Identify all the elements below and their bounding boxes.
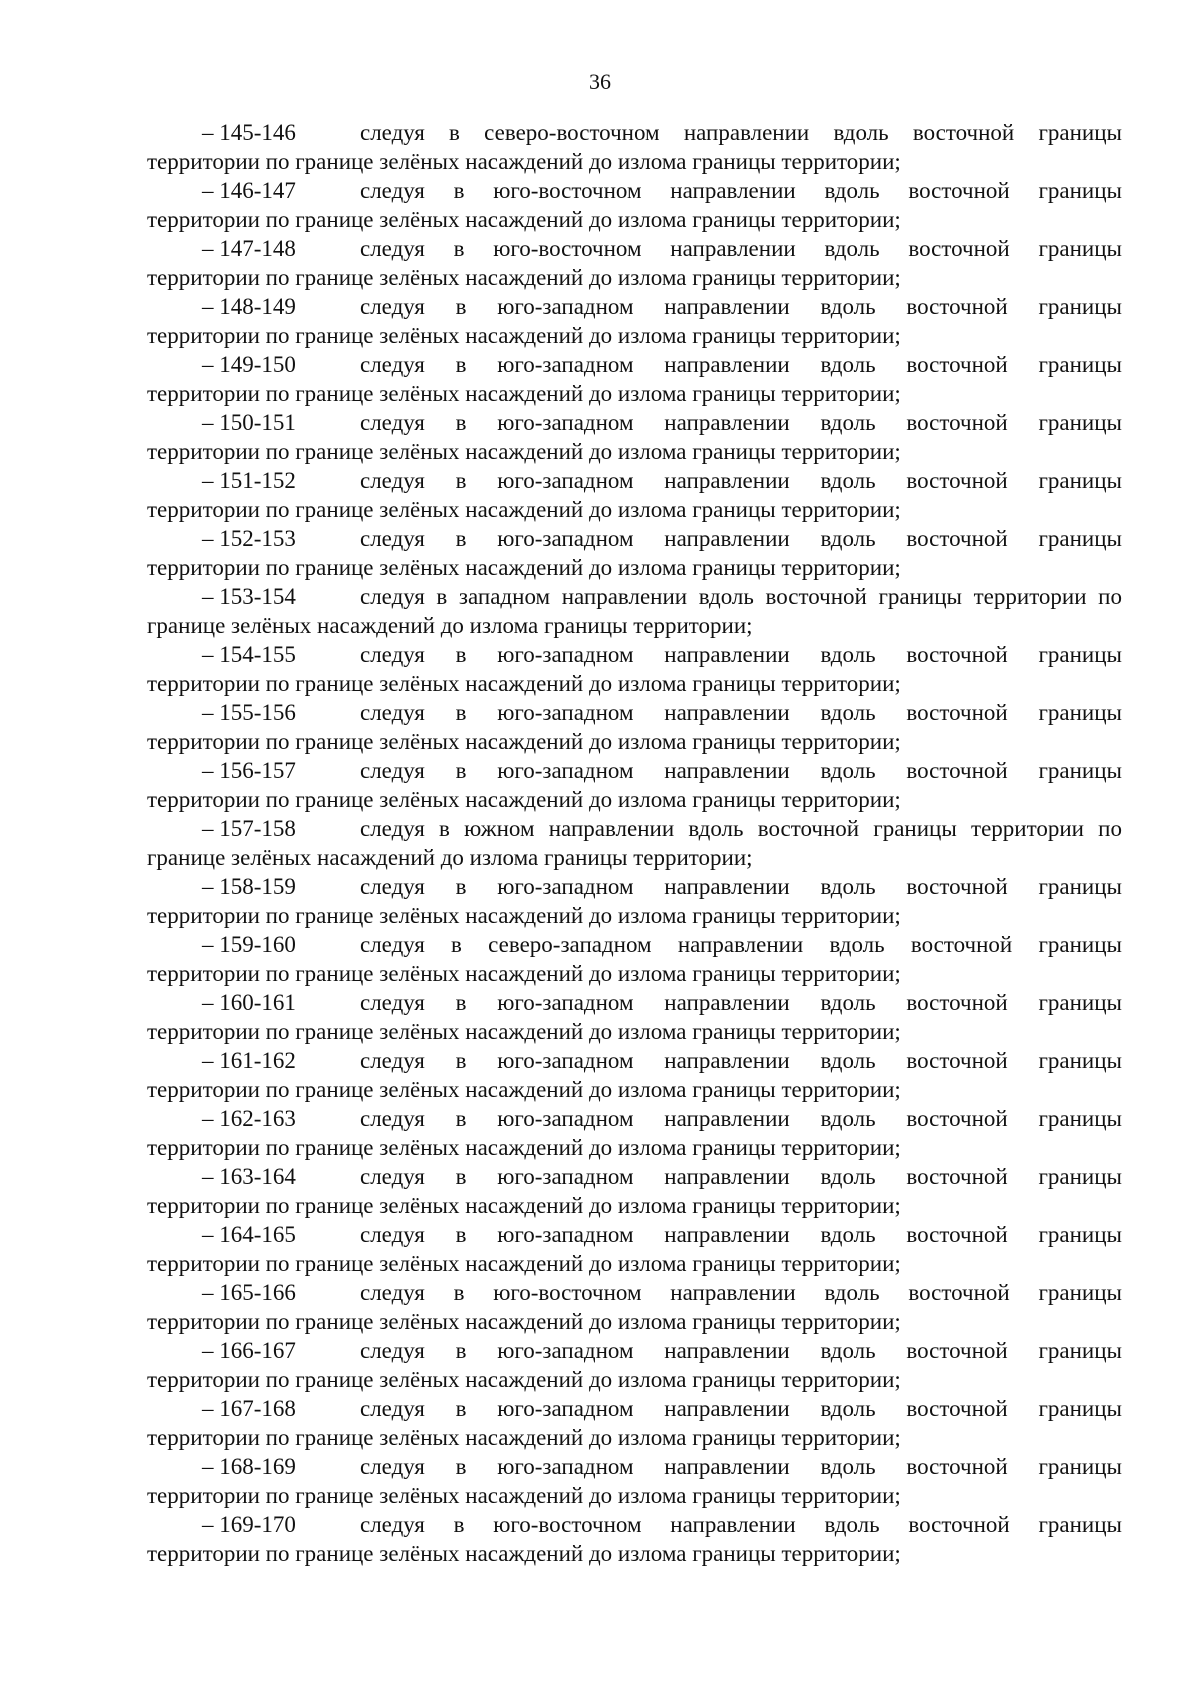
segment-description: следуя в юго-западном направлении вдоль восточной границы	[360, 1222, 1122, 1247]
list-item	[147, 292, 1122, 350]
segment-description-continuation: территории по границе зелёных насаждений до излома границы территории;	[147, 729, 901, 754]
segment-description-continuation: территории по границе зелёных насаждений до излома границы территории;	[147, 1019, 901, 1044]
segment-description: следуя в юго-западном направлении вдоль восточной границы	[360, 1396, 1122, 1421]
list-item	[147, 814, 1122, 872]
segment-description-continuation: территории по границе зелёных насаждений до излома границы территории;	[147, 1483, 901, 1508]
segment-description: следуя в юго-западном направлении вдоль восточной границы	[360, 526, 1122, 551]
list-item	[147, 1220, 1122, 1278]
segment-description: следуя в юго-западном направлении вдоль восточной границы	[360, 410, 1122, 435]
list-item	[147, 118, 1122, 176]
segment-range: – 148-149	[202, 294, 296, 319]
list-item	[147, 1162, 1122, 1220]
segment-description-continuation: территории по границе зелёных насаждений до излома границы территории;	[147, 439, 901, 464]
segment-description-continuation: территории по границе зелёных насаждений до излома границы территории;	[147, 265, 901, 290]
segment-description: следуя в северо-западном направлении вдоль восточной границы	[360, 932, 1122, 957]
list-item	[147, 466, 1122, 524]
list-item	[147, 872, 1122, 930]
list-item	[147, 1510, 1122, 1568]
segment-range: – 145-146	[202, 120, 296, 145]
list-item	[147, 582, 1122, 640]
segment-range: – 168-169	[202, 1454, 296, 1479]
segment-description-continuation: территории по границе зелёных насаждений до излома границы территории;	[147, 961, 901, 986]
segment-description-continuation: территории по границе зелёных насаждений до излома границы территории;	[147, 1541, 901, 1566]
segment-description-continuation: территории по границе зелёных насаждений до излома границы территории;	[147, 497, 901, 522]
segment-description-continuation: границе зелёных насаждений до излома границы территории;	[147, 613, 753, 638]
list-item	[147, 176, 1122, 234]
list-item	[147, 1336, 1122, 1394]
segment-description: следуя в юго-западном направлении вдоль восточной границы	[360, 1048, 1122, 1073]
segment-description-continuation: территории по границе зелёных насаждений до излома границы территории;	[147, 381, 901, 406]
list-item	[147, 408, 1122, 466]
list-item	[147, 234, 1122, 292]
segment-description: следуя в юго-восточном направлении вдоль восточной границы	[360, 1280, 1122, 1305]
list-item	[147, 1394, 1122, 1452]
list-item	[147, 350, 1122, 408]
segment-range: – 150-151	[202, 410, 296, 435]
segment-description: следуя в юго-западном направлении вдоль восточной границы	[360, 1106, 1122, 1131]
segment-description-continuation: территории по границе зелёных насаждений до излома границы территории;	[147, 1367, 901, 1392]
segment-description-continuation: территории по границе зелёных насаждений до излома границы территории;	[147, 903, 901, 928]
segment-description: следуя в юго-западном направлении вдоль восточной границы	[360, 700, 1122, 725]
page-number: 36	[589, 69, 611, 94]
boundary-description-list	[147, 118, 1122, 1568]
segment-description: следуя в юго-западном направлении вдоль восточной границы	[360, 1454, 1122, 1479]
segment-description-continuation: территории по границе зелёных насаждений до излома границы территории;	[147, 671, 901, 696]
list-item	[147, 988, 1122, 1046]
segment-range: – 146-147	[202, 178, 296, 203]
segment-description: следуя в юго-западном направлении вдоль восточной границы	[360, 758, 1122, 783]
list-item	[147, 1278, 1122, 1336]
segment-range: – 167-168	[202, 1396, 296, 1421]
segment-range: – 147-148	[202, 236, 296, 261]
segment-range: – 163-164	[202, 1164, 296, 1189]
list-item	[147, 698, 1122, 756]
segment-description-continuation: территории по границе зелёных насаждений до излома границы территории;	[147, 207, 901, 232]
segment-description-continuation: территории по границе зелёных насаждений до излома границы территории;	[147, 1077, 901, 1102]
list-item	[147, 640, 1122, 698]
segment-description: следуя в юго-западном направлении вдоль восточной границы	[360, 468, 1122, 493]
segment-range: – 153-154	[202, 584, 296, 609]
list-item	[147, 756, 1122, 814]
segment-range: – 164-165	[202, 1222, 296, 1247]
list-item	[147, 930, 1122, 988]
segment-range: – 151-152	[202, 468, 296, 493]
segment-range: – 165-166	[202, 1280, 296, 1305]
segment-range: – 169-170	[202, 1512, 296, 1537]
segment-range: – 156-157	[202, 758, 296, 783]
segment-description: следуя в южном направлении вдоль восточной границы территории по	[360, 816, 1122, 841]
list-item	[147, 1046, 1122, 1104]
list-item	[147, 1452, 1122, 1510]
segment-range: – 158-159	[202, 874, 296, 899]
segment-description-continuation: территории по границе зелёных насаждений до излома границы территории;	[147, 1251, 901, 1276]
segment-description: следуя в юго-западном направлении вдоль восточной границы	[360, 642, 1122, 667]
segment-description: следуя в юго-восточном направлении вдоль восточной границы	[360, 1512, 1122, 1537]
segment-description-continuation: территории по границе зелёных насаждений до излома границы территории;	[147, 149, 901, 174]
segment-description-continuation: границе зелёных насаждений до излома границы территории;	[147, 845, 753, 870]
segment-description: следуя в юго-западном направлении вдоль восточной границы	[360, 874, 1122, 899]
segment-range: – 162-163	[202, 1106, 296, 1131]
list-item	[147, 524, 1122, 582]
segment-description-continuation: территории по границе зелёных насаждений до излома границы территории;	[147, 1135, 901, 1160]
segment-description: следуя в юго-восточном направлении вдоль восточной границы	[360, 178, 1122, 203]
segment-range: – 159-160	[202, 932, 296, 957]
segment-range: – 161-162	[202, 1048, 296, 1073]
segment-range: – 160-161	[202, 990, 296, 1015]
segment-description: следуя в юго-восточном направлении вдоль восточной границы	[360, 236, 1122, 261]
segment-description: следуя в северо-восточном направлении вдоль восточной границы	[360, 120, 1122, 145]
segment-description: следуя в западном направлении вдоль восточной границы территории по	[360, 584, 1122, 609]
segment-description-continuation: территории по границе зелёных насаждений до излома границы территории;	[147, 1425, 901, 1450]
segment-range: – 166-167	[202, 1338, 296, 1363]
segment-range: – 154-155	[202, 642, 296, 667]
segment-description-continuation: территории по границе зелёных насаждений до излома границы территории;	[147, 555, 901, 580]
segment-description-continuation: территории по границе зелёных насаждений до излома границы территории;	[147, 1193, 901, 1218]
segment-description-continuation: территории по границе зелёных насаждений до излома границы территории;	[147, 1309, 901, 1334]
segment-description-continuation: территории по границе зелёных насаждений до излома границы территории;	[147, 323, 901, 348]
segment-description: следуя в юго-западном направлении вдоль восточной границы	[360, 1164, 1122, 1189]
list-item	[147, 1104, 1122, 1162]
segment-range: – 155-156	[202, 700, 296, 725]
segment-range: – 149-150	[202, 352, 296, 377]
segment-description: следуя в юго-западном направлении вдоль восточной границы	[360, 294, 1122, 319]
segment-range: – 157-158	[202, 816, 296, 841]
segment-description: следуя в юго-западном направлении вдоль восточной границы	[360, 352, 1122, 377]
segment-range: – 152-153	[202, 526, 296, 551]
segment-description: следуя в юго-западном направлении вдоль восточной границы	[360, 990, 1122, 1015]
segment-description: следуя в юго-западном направлении вдоль восточной границы	[360, 1338, 1122, 1363]
segment-description-continuation: территории по границе зелёных насаждений до излома границы территории;	[147, 787, 901, 812]
